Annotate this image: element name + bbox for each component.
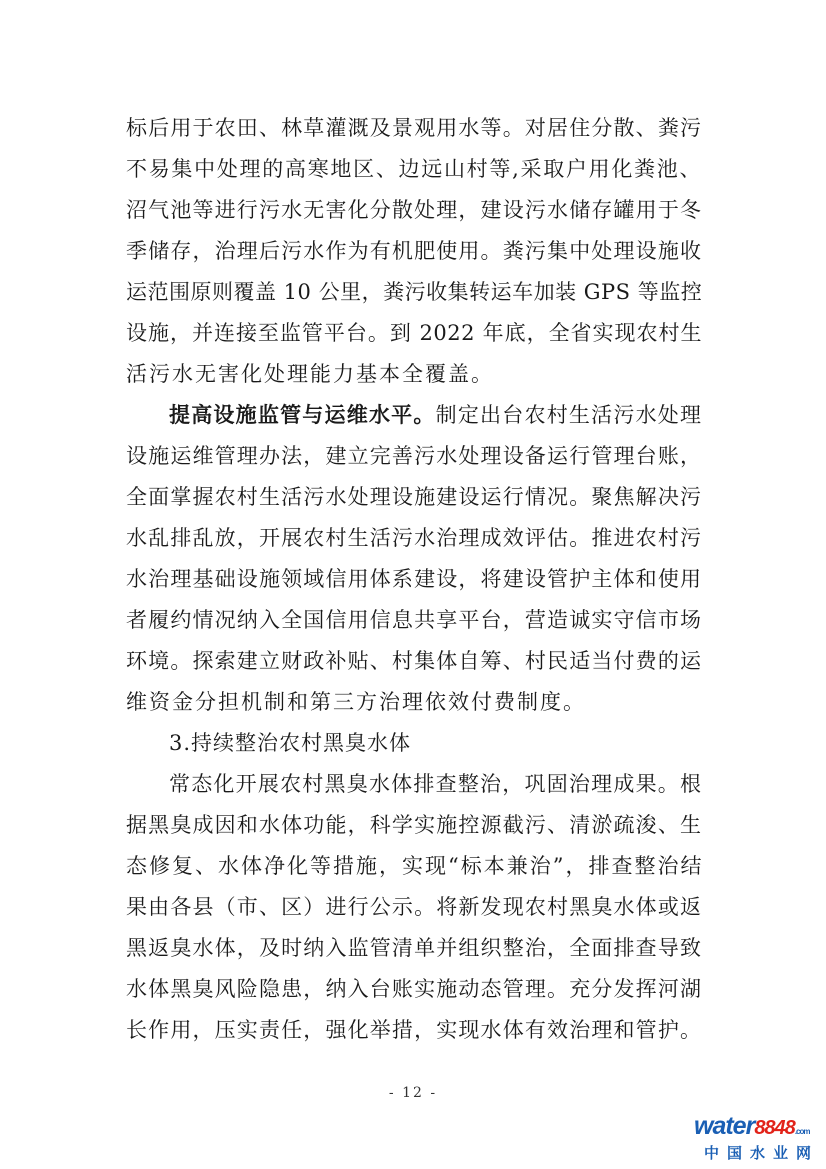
paragraph-1-line-4: 季储存，治理后污水作为有机肥使用。粪污集中处理设施收 <box>126 239 702 263</box>
paragraph-3-line-3: 态修复、水体净化等措施，实现“标本兼治”，排查整治结 <box>126 854 704 878</box>
paragraph-3-line-6: 水体黑臭风险隐患，纳入台账实施动态管理。充分发挥河湖 <box>126 977 702 1001</box>
page-number: - 12 - <box>388 1085 438 1101</box>
paragraph-1-line-6: 设施，并连接至监管平台。到 2022 年底，全省实现农村生 <box>126 321 702 345</box>
watermark-chinese-name: 中国水业网 <box>704 1145 820 1162</box>
paragraph-1-line-5: 运范围原则覆盖 10 公里，粪污收集转运车加装 GPS 等监控 <box>126 280 703 304</box>
watermark-brand-number: 8848 <box>754 1117 795 1139</box>
paragraph-2-first-rest: 制定出台农村生活污水处理 <box>435 403 702 427</box>
paragraph-2-line-8: 维资金分担机制和第三方治理依效付费制度。 <box>126 690 586 714</box>
paragraph-2-line-6: 者履约情况纳入全国信用信息共享平台，营造诚实守信市场 <box>126 608 702 632</box>
paragraph-2-line-2: 设施运维管理办法，建立完善污水处理设备运行管理台账， <box>126 444 702 468</box>
section-heading: 3.持续整治农村黑臭水体 <box>169 731 412 755</box>
watermark-brand-text: water <box>694 1112 755 1140</box>
paragraph-2-line-7: 环境。探索建立财政补贴、村集体自筹、村民适当付费的运 <box>126 649 702 673</box>
paragraph-2-line-3: 全面掌握农村生活污水处理设施建设运行情况。聚焦解决污 <box>126 485 702 509</box>
paragraph-3-line-5: 黑返臭水体，及时纳入监管清单并组织整治，全面排查导致 <box>126 936 702 960</box>
paragraph-2-lead: 提高设施监管与运维水平。 <box>169 402 436 427</box>
paragraph-2-line-5: 水治理基础设施领域信用体系建设，将建设管护主体和使用 <box>126 567 702 591</box>
watermark-brand <box>694 1112 809 1141</box>
paragraph-2-line-4: 水乱排乱放，开展农村生活污水治理成效评估。推进农村污 <box>126 526 702 550</box>
watermark-logo <box>694 1112 818 1162</box>
paragraph-2-line-1 <box>169 400 702 430</box>
paragraph-3-line-7: 长作用，压实责任，强化举措，实现水体有效治理和管护。 <box>126 1018 702 1042</box>
paragraph-1-line-7: 活污水无害化处理能力基本全覆盖。 <box>126 362 494 386</box>
paragraph-3-line-4: 果由各县（市、区）进行公示。将新发现农村黑臭水体或返 <box>126 895 702 919</box>
paragraph-1-line-2: 不易集中处理的高寒地区、边远山村等,采取户用化粪池、 <box>126 157 702 181</box>
paragraph-3-line-1: 常态化开展农村黑臭水体排查整治，巩固治理成果。根 <box>169 772 702 796</box>
paragraph-1-line-1: 标后用于农田、林草灌溉及景观用水等。对居住分散、粪污 <box>126 116 702 140</box>
paragraph-1-line-3: 沼气池等进行污水无害化分散处理，建设污水储存罐用于冬 <box>126 198 702 222</box>
watermark-brand-domain: .com <box>794 1127 810 1136</box>
paragraph-3-line-2: 据黑臭成因和水体功能，科学实施控源截污、清淤疏浚、生 <box>126 813 702 837</box>
